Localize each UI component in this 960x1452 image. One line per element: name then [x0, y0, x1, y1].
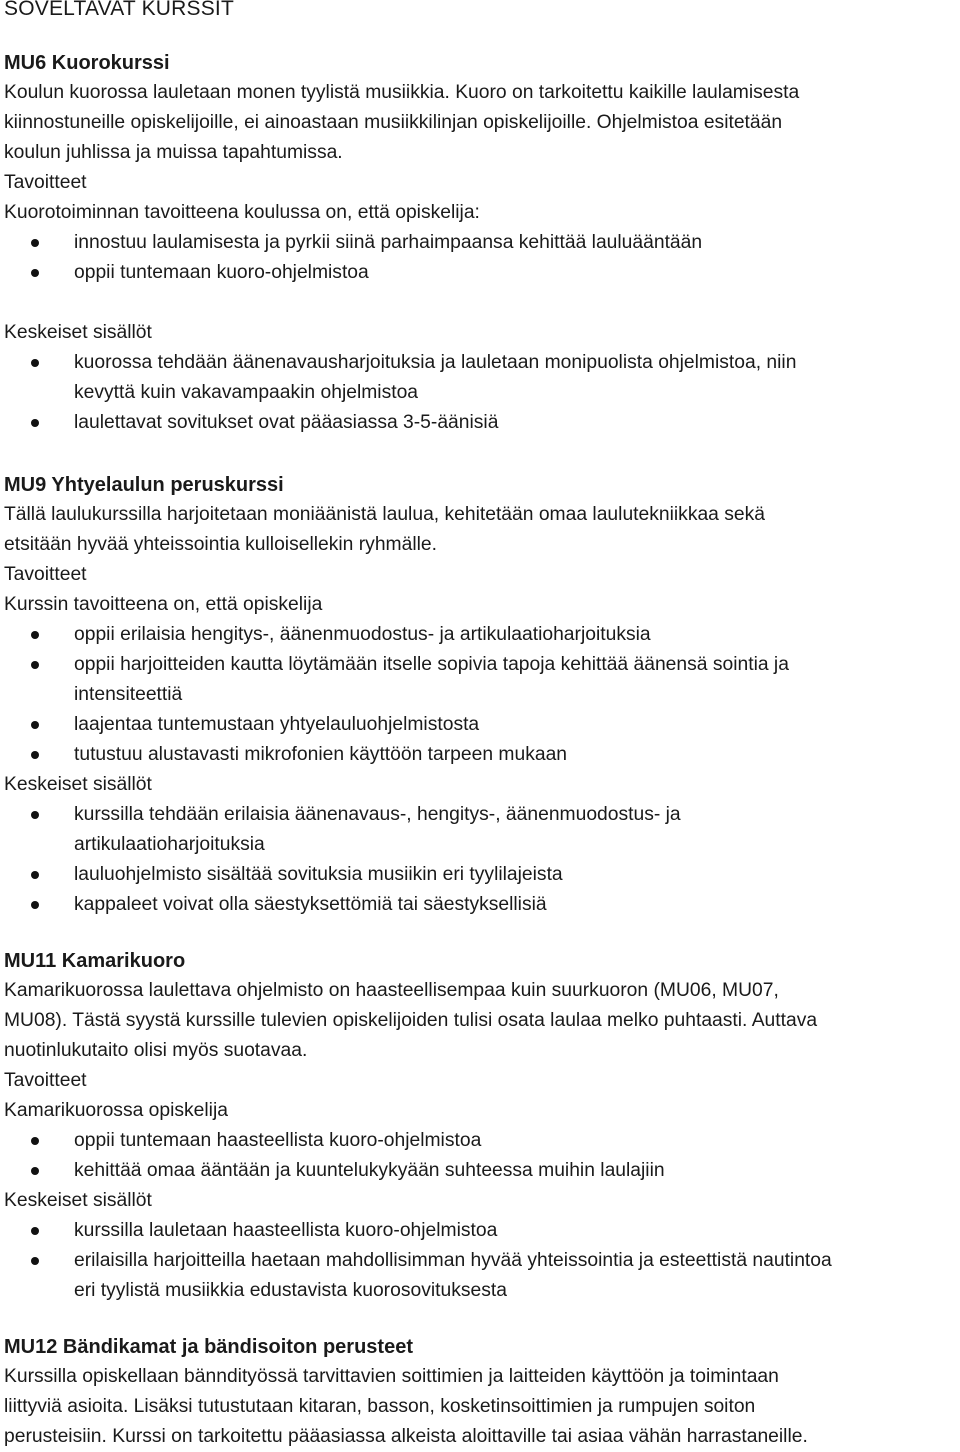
course-intro-line: liittyviä asioita. Lisäksi tutustutaan kitaran, basson, kosketinsoittimien ja rumpujen soiton: [4, 1396, 756, 1417]
course-section-mu12: [4, 1332, 960, 1452]
bullet-icon: [31, 1257, 39, 1265]
bullet-icon: [31, 751, 39, 759]
bullet-icon: [31, 1227, 39, 1235]
course-intro-line: Kurssilla opiskellaan bänndityössä tarvittavien soittimien ja laitteiden käyttöön ja toimintaan: [4, 1366, 779, 1387]
list-item: oppii harjoitteiden kautta löytämään itselle sopivia tapoja kehittää äänensä sointia ja intensiteettiä: [4, 650, 960, 710]
course-intro-line: MU08). Tästä syystä kurssille tulevien opiskelijoiden tulisi osata laulaa melko puhtaasti. Auttava: [4, 1010, 818, 1031]
course-section-mu6: [4, 48, 960, 438]
content-heading: Keskeiset sisällöt: [4, 322, 152, 343]
bullet-icon: [31, 721, 39, 729]
bullet-icon: [31, 661, 39, 669]
bullet-icon: [31, 901, 39, 909]
list-item: kurssilla tehdään erilaisia äänenavaus-, hengitys-, äänenmuodostus- ja artikulaatioharjoituksia: [4, 800, 960, 860]
goals-list: [4, 228, 960, 288]
list-item: oppii erilaisia hengitys-, äänenmuodostus- ja artikulaatioharjoituksia: [4, 620, 960, 650]
bullet-icon: [31, 631, 39, 639]
content-list: [4, 348, 960, 438]
list-item: laajentaa tuntemustaan yhtyelauluohjelmistosta: [4, 710, 960, 740]
bullet-icon: [31, 811, 39, 819]
course-intro-line: perusteisiin. Kurssi on tarkoitettu pääasiassa alkeista aloittaville tai asiaa vähän harrastaneille.: [4, 1426, 808, 1447]
bullet-icon: [31, 871, 39, 879]
list-item: kehittää omaa ääntään ja kuuntelukykyään suhteessa muihin laulajiin: [4, 1156, 960, 1186]
list-item: oppii tuntemaan haasteellista kuoro-ohjelmistoa: [4, 1126, 960, 1156]
list-item: lauluohjelmisto sisältää sovituksia musiikin eri tyylilajeista: [4, 860, 960, 890]
goals-intro: Kamarikuorossa opiskelija: [4, 1100, 228, 1121]
course-intro-line: nuotinlukutaito olisi myös suotavaa.: [4, 1040, 308, 1061]
course-section-mu9: [4, 470, 960, 920]
goals-intro: Kurssin tavoitteena on, että opiskelija: [4, 594, 323, 615]
bullet-icon: [31, 239, 39, 247]
course-title: MU11 Kamarikuoro: [4, 950, 186, 972]
course-title: MU9 Yhtyelaulun peruskurssi: [4, 474, 284, 496]
content-list: [4, 800, 960, 920]
list-item: kappaleet voivat olla säestyksettömiä tai säestyksellisiä: [4, 890, 960, 920]
list-item: oppii tuntemaan kuoro-ohjelmistoa: [4, 258, 960, 288]
bullet-icon: [31, 1137, 39, 1145]
list-item: kuorossa tehdään äänenavausharjoituksia ja lauletaan monipuolista ohjelmistoa, niin kevyttä kuin vakavampaakin ohjelmistoa: [4, 348, 960, 408]
content-heading: Keskeiset sisällöt: [4, 1190, 152, 1211]
course-intro-line: kiinnostuneille opiskelijoille, ei ainoastaan musiikkilinjan opiskelijoille. Ohjelmistoa esitetään: [4, 112, 783, 133]
course-intro-line: etsitään hyvää yhteissointia kulloisellekin ryhmälle.: [4, 534, 437, 555]
list-item: innostuu laulamisesta ja pyrkii siinä parhaimpaansa kehittää lauluääntään: [4, 228, 960, 258]
bullet-icon: [31, 269, 39, 277]
goals-intro: Kuorotoiminnan tavoitteena koulussa on, että opiskelija:: [4, 202, 480, 223]
goals-heading: Tavoitteet: [4, 564, 87, 585]
content-heading: Keskeiset sisällöt: [4, 774, 152, 795]
goals-list: [4, 620, 960, 770]
goals-heading: Tavoitteet: [4, 172, 87, 193]
bullet-icon: [31, 359, 39, 367]
bullet-icon: [31, 419, 39, 427]
course-intro-line: koulun juhlissa ja muissa tapahtumissa.: [4, 142, 343, 163]
course-section-mu11: [4, 946, 960, 1306]
goals-heading: Tavoitteet: [4, 1070, 87, 1091]
course-intro-line: Kamarikuorossa laulettava ohjelmisto on haasteellisempaa kuin suurkuoron (MU06, MU07,: [4, 980, 779, 1001]
list-item: erilaisilla harjoitteilla haetaan mahdollisimman hyvää yhteissointia ja esteettistä nautintoa eri tyylistä musiikkia edustavista kuorosovituksesta: [4, 1246, 960, 1306]
bullet-icon: [31, 1167, 39, 1175]
course-title: MU12 Bändikamat ja bändisoiton perusteet: [4, 1336, 413, 1358]
page-title: SOVELTAVAT KURSSIT: [4, 0, 234, 20]
goals-list: [4, 1126, 960, 1186]
list-item: laulettavat sovitukset ovat pääasiassa 3-5-äänisiä: [4, 408, 960, 438]
course-intro-line: Koulun kuorossa lauletaan monen tyylistä musiikkia. Kuoro on tarkoitettu kaikille laulamisesta: [4, 82, 800, 103]
list-item: kurssilla lauletaan haasteellista kuoro-ohjelmistoa: [4, 1216, 960, 1246]
list-item: tutustuu alustavasti mikrofonien käyttöön tarpeen mukaan: [4, 740, 960, 770]
course-intro-line: Tällä laulukurssilla harjoitetaan moniäänistä laulua, kehitetään omaa laulutekniikkaa sekä: [4, 504, 765, 525]
content-list: [4, 1216, 960, 1306]
course-title: MU6 Kuorokurssi: [4, 52, 170, 74]
